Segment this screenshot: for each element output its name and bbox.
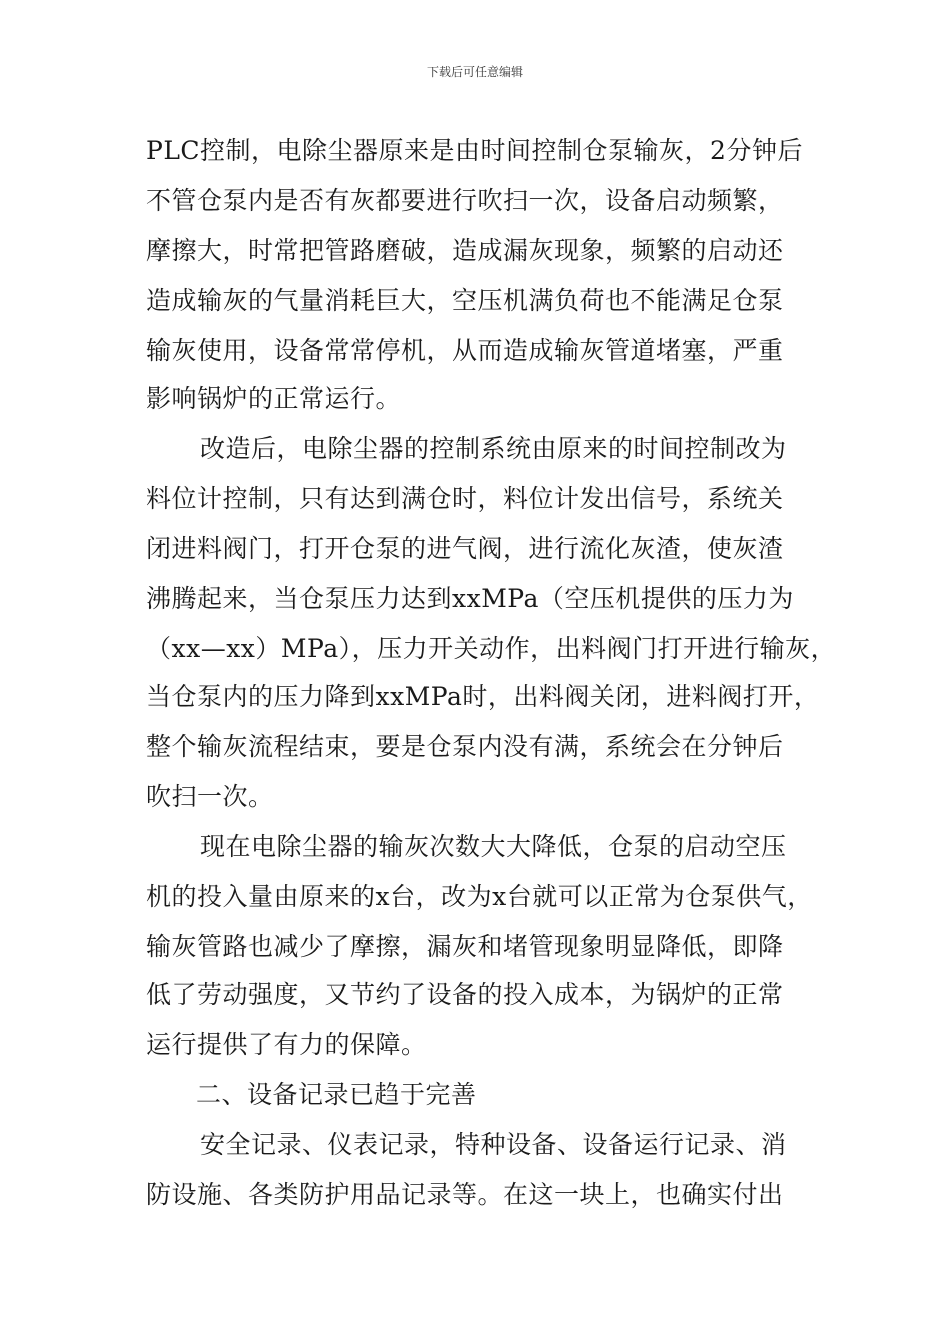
text-line: 防设施、各类防护用品记录等。在这一块上，也确实付出 [146, 1180, 784, 1209]
text-line: 机的投入量由原来的x台，改为x台就可以正常为仓泵供气， [146, 882, 813, 911]
text-line: 闭进料阀门，打开仓泵的进气阀，进行流化灰渣，使灰渣 [146, 534, 784, 563]
text-line: 现在电除尘器的输灰次数大大降低，仓泵的启动空压 [200, 832, 787, 861]
text-line: 低了劳动强度，又节约了设备的投入成本，为锅炉的正常 [146, 980, 784, 1009]
section-heading: 二、设备记录已趋于完善 [196, 1080, 477, 1109]
text-line: （xx—xx）MPa），压力开关动作，出料阀门打开进行输灰， [146, 634, 837, 663]
text-line: 输灰使用，设备常常停机，从而造成输灰管道堵塞，严重 [146, 336, 784, 365]
text-line: 沸腾起来，当仓泵压力达到xxMPa（空压机提供的压力为 [146, 584, 794, 613]
text-line: 造成输灰的气量消耗巨大，空压机满负荷也不能满足仓泵 [146, 286, 784, 315]
text-line: 料位计控制，只有达到满仓时，料位计发出信号，系统关 [146, 484, 784, 513]
text-line: 整个输灰流程结束，要是仓泵内没有满，系统会在分钟后 [146, 732, 784, 761]
text-line: 吹扫一次。 [146, 782, 274, 811]
text-line: 摩擦大，时常把管路磨破，造成漏灰现象，频繁的启动还 [146, 236, 784, 265]
text-line: 改造后，电除尘器的控制系统由原来的时间控制改为 [200, 434, 787, 463]
text-line: 运行提供了有力的保障。 [146, 1030, 427, 1059]
text-line: 输灰管路也减少了摩擦，漏灰和堵管现象明显降低，即降 [146, 932, 784, 961]
text-line: 当仓泵内的压力降到xxMPa时，出料阀关闭，进料阀打开， [146, 682, 820, 711]
text-line: 影响锅炉的正常运行。 [146, 384, 402, 413]
page-header: 下载后可任意编辑 [426, 65, 523, 79]
text-line: 不管仓泵内是否有灰都要进行吹扫一次，设备启动频繁， [146, 186, 784, 215]
text-line: 安全记录、仪表记录，特种设备、设备运行记录、消 [200, 1130, 787, 1159]
text-line: PLC控制，电除尘器原来是由时间控制仓泵输灰，2分钟后 [146, 136, 803, 165]
